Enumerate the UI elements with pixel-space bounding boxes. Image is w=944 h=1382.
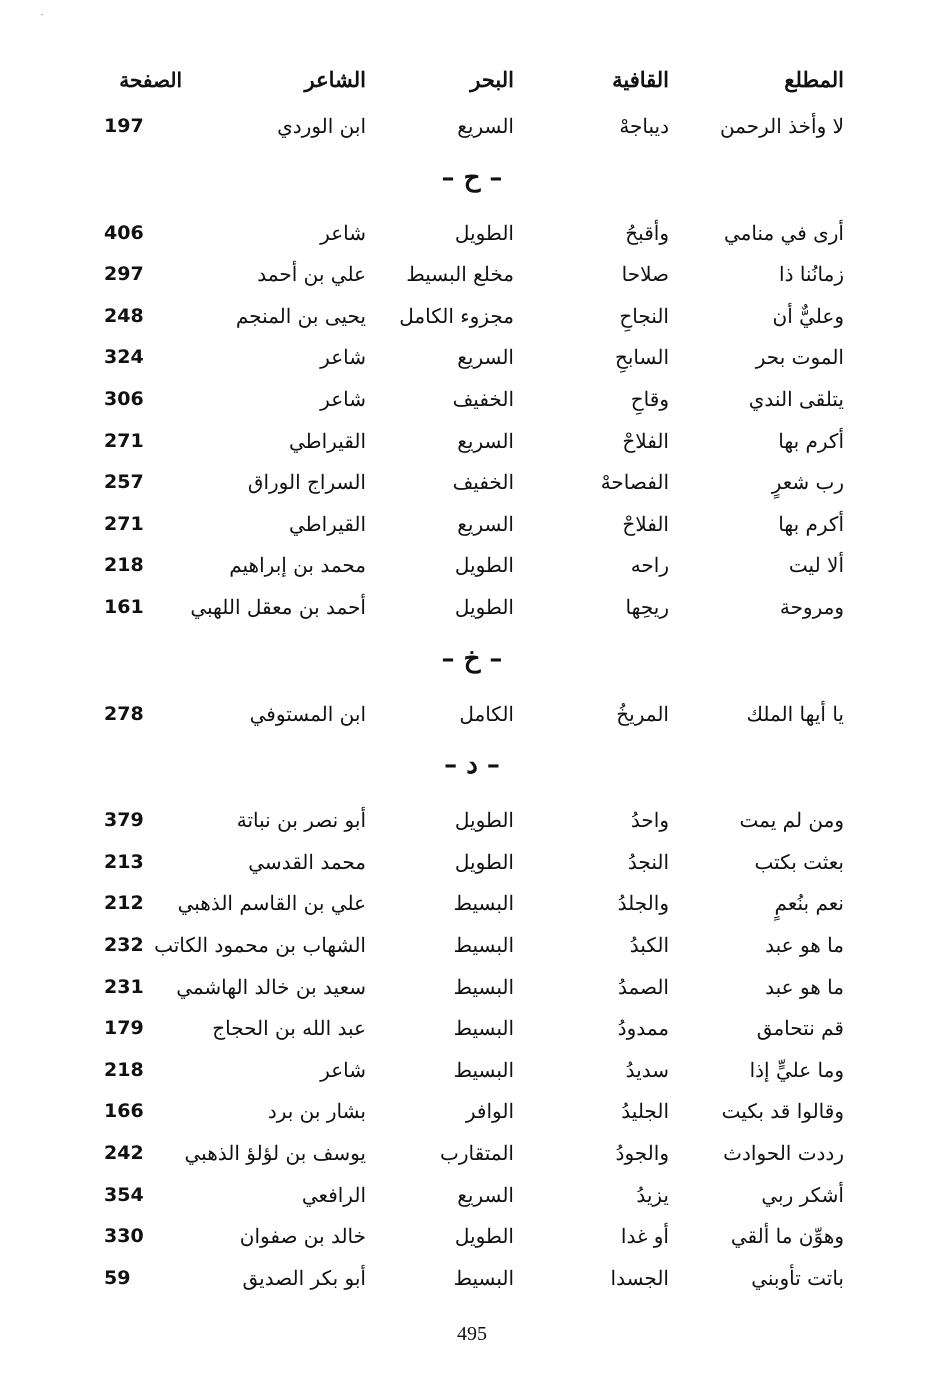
row-page-ref: 330 <box>104 1225 144 1248</box>
row-meter: السريع <box>457 428 514 453</box>
row-page-ref: 271 <box>104 512 144 535</box>
header-opening: المطلع <box>784 67 844 92</box>
section-letter-heading: – ح – <box>441 162 503 193</box>
row-rhyme: النجدُ <box>627 849 669 874</box>
row-rhyme: يزيدُ <box>636 1182 669 1207</box>
row-opening: رب شعرٍ <box>771 470 844 495</box>
table-row <box>0 696 944 732</box>
row-page-ref: 218 <box>104 1058 144 1081</box>
row-opening: أكرم بها <box>778 511 844 536</box>
row-page-ref: 166 <box>104 1100 144 1123</box>
row-meter: السريع <box>457 1182 514 1207</box>
row-page-ref: 197 <box>104 115 144 137</box>
row-opening: بعثت بكتب <box>754 849 844 874</box>
row-page-ref: 278 <box>104 702 144 725</box>
row-rhyme: الجسدا <box>610 1265 669 1290</box>
row-page-ref: 231 <box>104 975 144 998</box>
row-rhyme: الفصاحهْ <box>600 470 669 495</box>
row-poet: أبو نصر بن نباتة <box>236 808 366 833</box>
row-opening: يتلقى الندي <box>748 387 844 411</box>
row-meter: البسيط <box>453 891 514 916</box>
row-rhyme: الفلاحْ <box>622 511 669 536</box>
row-opening: ما هو عبد <box>765 974 844 999</box>
table-row <box>0 381 944 417</box>
row-opening: ألا ليت <box>788 553 844 578</box>
row-poet: الرافعي <box>301 1182 366 1207</box>
row-page-ref: 218 <box>104 554 144 577</box>
row-poet: شاعر <box>320 387 366 411</box>
row-poet: سعيد بن خالد الهاشمي <box>176 974 366 999</box>
row-rhyme: الصمدُ <box>617 974 669 999</box>
row-poet: محمد بن إبراهيم <box>229 553 366 578</box>
table-row <box>0 215 944 251</box>
row-page-ref: 324 <box>104 346 144 369</box>
row-meter: الطويل <box>454 595 514 619</box>
row-poet: ابن المستوفي <box>249 701 366 726</box>
row-page-ref: 257 <box>104 471 144 494</box>
table-row <box>0 108 944 144</box>
row-poet: علي بن القاسم الذهبي <box>177 891 366 916</box>
row-page-ref: 161 <box>104 596 144 618</box>
row-poet: القيراطي <box>289 511 366 536</box>
row-meter: السريع <box>457 511 514 536</box>
table-row <box>0 589 944 625</box>
row-page-ref: 379 <box>104 809 144 832</box>
row-meter: المتقارب <box>440 1141 514 1165</box>
row-rhyme: سديدُ <box>625 1057 669 1082</box>
row-poet: الشهاب بن محمود الكاتب <box>154 933 366 957</box>
table-row <box>0 506 944 542</box>
row-rhyme: أو غدا <box>620 1224 669 1249</box>
table-row <box>0 844 944 880</box>
row-opening: أكرم بها <box>778 428 844 453</box>
row-rhyme: المريخُ <box>616 701 669 726</box>
row-opening: يا أيها الملك <box>746 701 844 726</box>
row-meter: الخفيف <box>452 470 514 495</box>
row-rhyme: النجاحِ <box>619 303 669 328</box>
row-poet: القيراطي <box>289 428 366 453</box>
row-opening: وعليٌّ أن <box>772 303 844 328</box>
row-poet: محمد القدسي <box>248 849 366 874</box>
row-page-ref: 297 <box>104 263 144 286</box>
row-page-ref: 271 <box>104 429 144 452</box>
row-opening: أرى في منامي <box>723 220 844 245</box>
table-row <box>0 464 944 500</box>
row-page-ref: 59 <box>104 1266 131 1289</box>
row-rhyme: راحه <box>630 553 669 578</box>
section-letter-heading: – خ – <box>441 643 503 674</box>
row-opening: وقالوا قد بكيت <box>721 1099 844 1124</box>
row-meter: البسيط <box>453 1057 514 1082</box>
table-row <box>0 802 944 838</box>
row-meter: السريع <box>457 345 514 370</box>
row-page-ref: 306 <box>104 388 144 410</box>
row-poet: شاعر <box>320 1057 366 1082</box>
row-meter: الكامل <box>459 701 514 726</box>
table-row <box>0 927 944 963</box>
row-meter: البسيط <box>453 933 514 957</box>
row-poet: أحمد بن معقل اللهبي <box>190 595 366 619</box>
row-opening: نعم بنُعمٍ <box>774 891 844 916</box>
table-row <box>0 1177 944 1213</box>
row-rhyme: صلاحا <box>621 262 669 287</box>
table-row <box>0 256 944 292</box>
row-opening: الموت بحر <box>755 345 844 370</box>
row-meter: مخلع البسيط <box>406 262 514 287</box>
row-meter: الوافر <box>465 1099 514 1124</box>
row-meter: الخفيف <box>452 387 514 411</box>
table-row <box>0 1218 944 1254</box>
row-rhyme: وقاحِ <box>630 387 669 411</box>
row-rhyme: ديباجهْ <box>619 114 669 138</box>
row-opening: وهوِّن ما ألقي <box>730 1224 844 1249</box>
row-meter: الطويل <box>454 849 514 874</box>
row-page-ref: 248 <box>104 304 144 327</box>
row-meter: البسيط <box>453 1016 514 1041</box>
row-page-ref: 212 <box>104 892 144 915</box>
header-rhyme: القافية <box>612 67 669 92</box>
row-page-ref: 232 <box>104 934 144 956</box>
row-meter: مجزوء الكامل <box>399 303 514 328</box>
table-row <box>0 1093 944 1129</box>
row-meter: الطويل <box>454 808 514 833</box>
row-poet: يوسف بن لؤلؤ الذهبي <box>184 1141 366 1165</box>
row-rhyme: الجليدُ <box>621 1099 669 1124</box>
row-page-ref: 354 <box>104 1183 144 1206</box>
row-poet: أبو بكر الصديق <box>242 1265 366 1290</box>
row-poet: شاعر <box>320 345 366 370</box>
row-opening: ومن لم يمت <box>739 808 844 833</box>
page-number: 495 <box>457 1323 487 1345</box>
table-row <box>0 423 944 459</box>
row-opening: زمانُنا ذا <box>779 262 844 287</box>
row-page-ref: 406 <box>104 221 144 244</box>
row-meter: البسيط <box>453 974 514 999</box>
row-rhyme: والجودُ <box>615 1141 669 1165</box>
row-rhyme: ريحِها <box>625 595 669 619</box>
scan-mark: · <box>40 8 44 22</box>
row-opening: ما هو عبد <box>765 933 844 957</box>
table-row <box>0 339 944 375</box>
row-poet: علي بن أحمد <box>257 262 366 287</box>
header-poet: الشاعر <box>304 67 366 92</box>
row-poet: خالد بن صفوان <box>239 1224 366 1249</box>
table-header <box>0 62 944 98</box>
table-row <box>0 1052 944 1088</box>
table-row <box>0 1135 944 1171</box>
table-row <box>0 969 944 1005</box>
row-poet: شاعر <box>320 220 366 245</box>
table-row <box>0 885 944 921</box>
row-poet: ابن الوردي <box>277 114 366 138</box>
row-rhyme: والجلدُ <box>617 891 669 916</box>
row-rhyme: واحدُ <box>630 808 669 833</box>
row-opening: قم نتحامق <box>756 1016 844 1041</box>
row-rhyme: الكبدُ <box>629 933 669 957</box>
row-opening: وما عليٍّ إذا <box>749 1057 844 1082</box>
header-page: الصفحة <box>119 68 182 92</box>
row-opening: لا وأخذ الرحمن <box>719 114 844 138</box>
row-rhyme: الفلاحْ <box>622 428 669 453</box>
row-poet: بشار بن برد <box>267 1099 366 1124</box>
section-letter-heading: – د – <box>444 750 500 781</box>
table-row <box>0 547 944 583</box>
row-opening: رددت الحوادث <box>723 1141 844 1165</box>
row-rhyme: ممدودُ <box>617 1016 669 1041</box>
row-meter: السريع <box>457 114 514 138</box>
table-row <box>0 1010 944 1046</box>
table-row <box>0 1260 944 1296</box>
row-opening: أشكر ربي <box>761 1182 844 1207</box>
row-meter: البسيط <box>453 1265 514 1290</box>
table-row <box>0 298 944 334</box>
row-page-ref: 213 <box>104 850 144 873</box>
row-opening: باتت تأوبني <box>751 1265 844 1290</box>
row-page-ref: 242 <box>104 1142 144 1164</box>
row-rhyme: وأقبحُ <box>625 220 669 245</box>
row-page-ref: 179 <box>104 1017 144 1040</box>
row-poet: السراج الوراق <box>247 470 366 495</box>
row-meter: الطويل <box>454 220 514 245</box>
row-meter: الطويل <box>454 553 514 578</box>
header-meter: البحر <box>470 67 514 92</box>
row-meter: الطويل <box>454 1224 514 1249</box>
row-rhyme: السابحِ <box>614 345 669 370</box>
row-opening: ومروحة <box>779 595 844 619</box>
row-poet: يحيى بن المنجم <box>235 303 366 328</box>
row-poet: عبد الله بن الحجاج <box>212 1016 366 1041</box>
